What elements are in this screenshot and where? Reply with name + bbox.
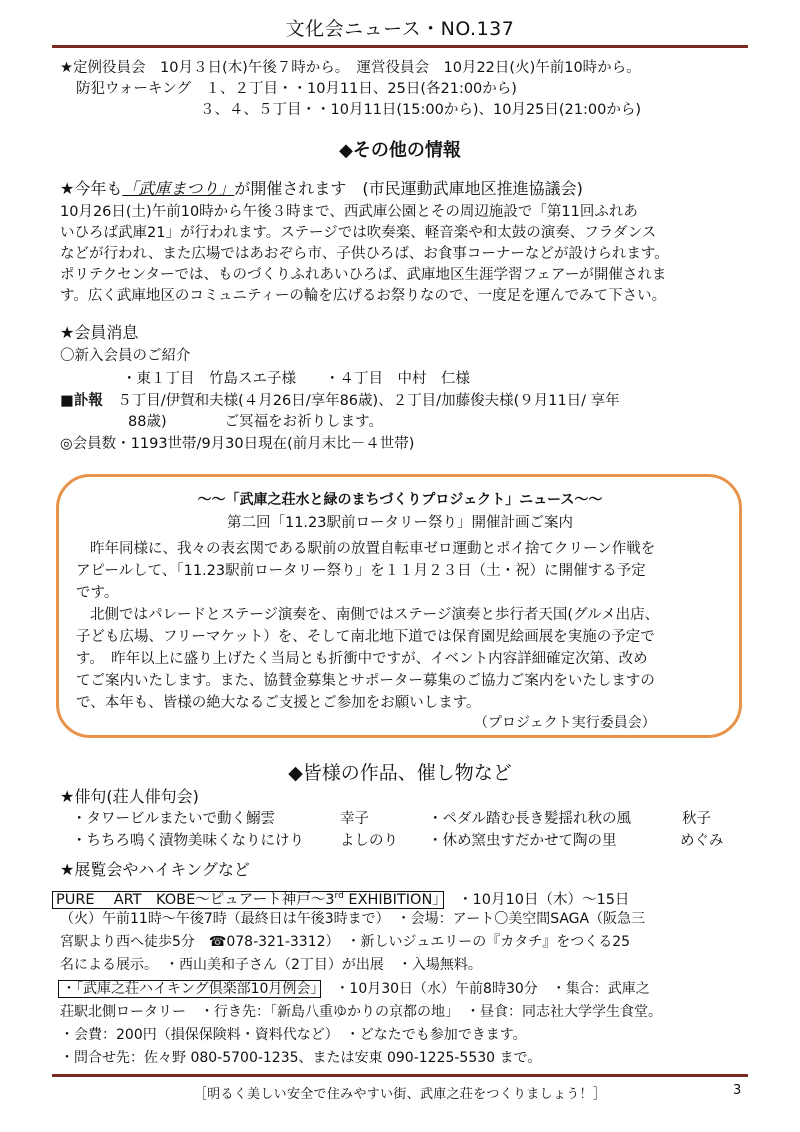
project-news-line: 昨年同様に、我々の表玄関である駅前の放置自転車ゼロ運動とポイ捨てクリーン作戦を <box>90 541 656 557</box>
page-number: 3 <box>733 1083 742 1098</box>
member-count: ◎会員数・1193世帯/9月30日現在(前月末比－４世帯) <box>60 436 415 452</box>
festival-text-line: などが行われ、また広場ではあおぞら市、子供ひろば、お食事コーナーなどが設けられます。 <box>60 246 669 262</box>
crime-watch-line: 防犯ウォーキング １、２丁目・・10月11日、25日(各21:00から) <box>76 81 517 97</box>
project-news-line: す。 昨年以上に盛り上げたく当局とも折衝中ですが、イベント内容詳細確定次第、改め <box>76 651 648 667</box>
exhibition-detail-line: （火）午前11時～午後7時（最終日は午後3時まで） ・会場：アート〇美空間SAGA（阪急三 <box>60 911 646 927</box>
festival-name: 「武庫まつり」 <box>122 179 235 198</box>
project-news-line: アピールして、「11.23駅前ロータリー祭り」を１１月２３日（土・祝）に開催する予定 <box>76 563 646 579</box>
hiking-date: ・10月30日（水）午前8時30分 ・集合：武庫之 <box>335 981 650 997</box>
obituary-label: ■訃報 <box>60 393 103 409</box>
festival-heading-suffix: が開催されます (市民運動武庫地区推進協議会) <box>234 179 583 198</box>
haiku-author: 幸子 <box>340 811 369 827</box>
page-title: 文化会ニュース・NO.137 <box>285 18 515 40</box>
exhibition-title <box>52 891 444 909</box>
project-news-line: です。 <box>76 585 119 601</box>
meeting-schedule-line: ★定例役員会 10月３日(木)午後７時から。 運営役員会 10月22日(火)午前10時から。 <box>60 60 641 76</box>
haiku-item: ・タワービルまたいで動く鰯雲 <box>72 811 275 827</box>
festival-text-line: いひろば武庫21」が行われます。ステージでは吹奏楽、軽音楽や和太鼓の演奏、フラダンス <box>60 225 657 241</box>
project-news-line: 子ども広場、フリーマケット）を、そして南北地下道では保育園児絵画展を実施の予定で <box>76 629 655 645</box>
exhibition-dates: ・10月10日（木）～15日 <box>458 891 630 908</box>
crime-watch-line-2: ３、４、５丁目・・10月11日(15:00から)、10月25日(21:00から) <box>200 102 642 118</box>
festival-text-line: ポリテクセンターでは、ものづくりふれあいひろば、武庫地区生涯学習フェアーが開催されま <box>60 267 667 283</box>
haiku-item: ・休め窯虫すだかせて陶の里 <box>428 833 617 849</box>
exhibition-detail-line: 宮駅より西へ徒歩5分 ☎078-321-3312） ・新しいジュエリーの『カタチ』をつくる25 <box>60 934 631 950</box>
exhibition-detail-line: 名による展示。 ・西山美和子さん（2丁目）が出展 ・入場無料。 <box>60 957 482 973</box>
footer-slogan: ［明るく美しい安全で住みやすい街、武庫之荘をつくりましょう！］ <box>193 1087 607 1102</box>
festival-heading <box>60 178 583 200</box>
new-member-list: ・東１丁目 竹島スエ子様 ・４丁目 中村 仁様 <box>122 371 470 387</box>
exhibition-title-sup: rd <box>334 891 344 901</box>
exhibition-title-end: EXHIBITION」 <box>348 891 440 908</box>
haiku-author: 秋子 <box>682 811 711 827</box>
obituary-line-2: 88歳) ご冥福をお祈りします。 <box>128 414 383 430</box>
haiku-author: よしのり <box>340 833 398 849</box>
haiku-heading: ★俳句(荘人俳句会) <box>60 787 199 806</box>
section-heading-other-info: ◆その他の情報 <box>339 140 461 161</box>
new-member-intro: 〇新入会員のご紹介 <box>60 348 191 364</box>
festival-heading-prefix: ★今年も <box>60 179 123 198</box>
obituary-text: ５丁目/伊賀和夫様(４月26日/享年86歳)、２丁目/加藤俊夫様(９月11日/ 享年 <box>117 393 620 409</box>
hiking-title: ・「武庫之荘ハイキング倶楽部10月例会」 <box>58 980 321 998</box>
project-news-line: で、本年も、皆様の絶大なるご支援とご参加をお願いします。 <box>76 695 481 711</box>
project-news-title: ～～「武庫之荘水と緑のまちづくりプロジェクト」ニュース～～ <box>197 492 603 508</box>
obituary-line <box>60 391 620 411</box>
hiking-detail-line: 荘駅北側ロータリー ・行き先：「新島八重ゆかりの京都の地」 ・昼食：同志社大学学生食堂。 <box>60 1004 662 1020</box>
exhibition-title-text: PURE ART KOBE～ピュアート神戸～3 <box>56 891 335 908</box>
haiku-item: ・ちちろ鳴く漬物美味くなりにけり <box>72 833 304 849</box>
project-news-subtitle: 第二回「11.23駅前ロータリー祭り」開催計画ご案内 <box>226 515 573 531</box>
hiking-line <box>58 979 650 999</box>
hiking-contact-line: ・問合せ先：佐々野 080-5700-1235、または安東 090-1225-5530 まで。 <box>60 1050 542 1066</box>
footer-divider <box>52 1074 748 1077</box>
exhibition-line <box>52 886 629 910</box>
section-heading-works: ◆皆様の作品、催し物など <box>288 762 512 784</box>
project-news-signature: （プロジェクト実行委員会） <box>474 715 656 731</box>
festival-text-line: 10月26日(土)午前10時から午後３時まで、西武庫公園とその周辺施設で「第11回ふれあ <box>60 204 638 220</box>
festival-text-line: す。広く武庫地区のコミュニティーの輪を広げるお祭りなので、一度足を運んでみて下さい。 <box>60 288 667 304</box>
header-divider <box>52 45 748 48</box>
project-news-line: 北側ではパレードとステージ演奏を、南側ではステージ演奏と歩行者天国(グルメ出店、 <box>90 607 660 623</box>
haiku-item: ・ペダル踏む長き髪揺れ秋の風 <box>428 811 631 827</box>
project-news-line: てご案内いたします。また、協賛金募集とサポーター募集のご協力ご案内をいたしますの <box>76 673 655 689</box>
hiking-detail-line: ・会費：200円（損保保険料・資料代など） ・どなたでも参加できます。 <box>60 1027 527 1043</box>
events-heading: ★展覧会やハイキングなど <box>60 860 250 879</box>
member-news-heading: ★会員消息 <box>60 323 139 342</box>
haiku-author: めぐみ <box>680 833 724 849</box>
